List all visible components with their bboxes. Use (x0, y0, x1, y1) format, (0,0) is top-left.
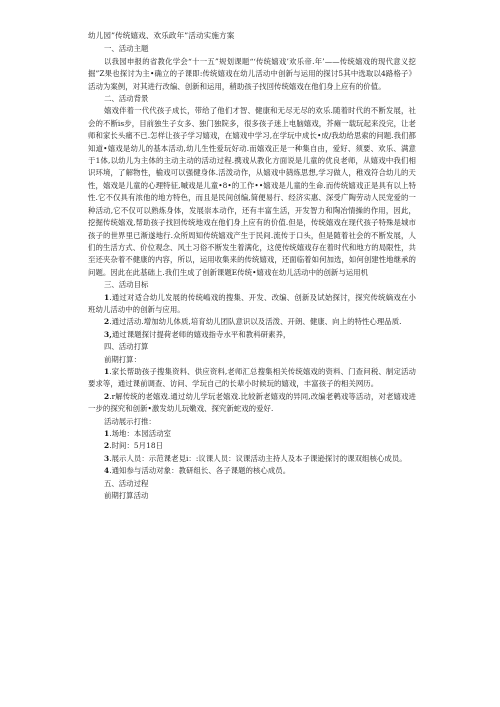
prep-item-number: 2 (104, 391, 110, 401)
subheading-early-preparation: 前期打算： (104, 354, 141, 364)
showcase-item-number: 2 (104, 441, 110, 451)
document-title: 幼儿园”传统嬉戏、欢乐政年”活动实施方案 (88, 31, 235, 40)
prep-item-text: .r解传统的老嬉戏.通过幼儿学玩老嬉戏.比较新老嬉戏的异同,改编老鹌戏等活动，对老嬉戏进一步的探究和创新•激发幼儿玩嫩戏、探究新蛇戏的爱好. (88, 391, 416, 414)
showcase-item-4 (88, 465, 416, 477)
showcase-item-1 (88, 428, 416, 440)
showcase-item-3 (88, 453, 416, 465)
section-heading-preparation: 四、活动打算 (104, 342, 149, 352)
subheading-showcase-preparation: 活动展示打推： (104, 416, 156, 426)
showcase-item-text: .场地：本园活动室 (109, 429, 172, 438)
paragraph-theme: 以我园申报的省教化学会“十一五”规划课题“‘传统嬉戏’欢乐帝.年’——传统嬉戏的现代意义挖掘”Z果也探讨为主•确立的子课即:传统嬉戏在幼儿活动中创新与运用的探讨5其中选取以4路格子》活动为案例，对其进行改编、创新和运用，稍助孩子找回传统嬉戏在他们身上应有的价值。 (88, 56, 416, 91)
prep-item-number: 1 (104, 366, 110, 376)
goal-item-text: .通过活动.增加幼儿体质,培育幼儿团队意识以及活泼、开朗、健康、向上的特性心理品质. (109, 317, 402, 327)
section-heading-theme: 一、活动主题 (104, 44, 149, 54)
document-page (88, 30, 416, 502)
goal-item-3 (88, 329, 416, 341)
section-heading-background: 二、活动背景 (104, 94, 149, 104)
goal-item-number: 3, (104, 329, 112, 339)
section-heading-process: 五、活动过程 (104, 478, 149, 488)
prep-item-2 (88, 391, 416, 416)
showcase-item-number: 1 (104, 429, 110, 438)
showcase-item-text: .通知参与活动对象：教研组长、各子课题的核心成员。 (109, 466, 291, 476)
goal-item-1 (88, 292, 416, 317)
goal-item-text: 通过课题探讨提荷老师的嬉戏指寺水平和教科研素养， (111, 329, 291, 339)
goal-item-2 (88, 316, 416, 328)
showcase-item-number: 4 (104, 466, 110, 476)
showcase-item-text: .时间：5月18日 (109, 441, 164, 451)
subheading-early-activity: 前期打算活动 (104, 491, 149, 501)
goal-item-number: 1 (104, 292, 110, 302)
showcase-item-number: 3 (104, 453, 110, 463)
goal-item-number: 2 (104, 317, 110, 327)
paragraph-background: 嬉戏伴着一代代孩子成长，带给了他们才智、健康和无尽无尽的欢乐.随着时代的不断发展，社会的不断is步，目前独生子女多、独门独院多，很多孩子迷上电脑嬉戏，芥瘫一载玩起来没完，让老师和家长头痛不已.怎样让孩子学习嬉戏，在嬉戏中学习,在学玩中成长•成/我幼给思索的问题.我们都知道•嬉戏是幼儿的基本活动,幼儿生性爱玩好动.而嬉戏正是一种集自由，爱好、须要、欢乐、满意于1体,以幼儿为主体的主动主动的活动过程.携戏从教化方面说是儿童的优良老师，从嬉戏中我们相识环境，了解物性，榆戏可以强健身体.活泼动作，从嬉戏中鸫炼思想,学习做人，稚戏符合幼儿的天性，嬉戏是儿童的心理特征,嘁戏是儿童•8•的工作••嬉戏是儿童的生命.而传统嬉戏正是具有以上特性.它不仅具有浓他的地方特色，而且是民间创编,简便易行、经济实惠、深受广陶劳动人民宠爱的一种活动,它不仅可以熟炼身体，发展崇本动作，还有丰富生活，开发智力和陶冶情操的作用，因此，挖掘传统嬉戏,帮助孩子找回传统地戏在他们身上应有的价值.但是，传统嬉戏在现代孩子特殊是城市孩子的世界里已渐遂地行.众所周知传统嬉戏产生于民间.流传于口头，但是随着社会的不断发展，人们的生活方式、价位观念、风土习俗不断发生着满化，这使传统嬉戏存在着时代和地方的局限性，共至还夹杂着不健康的内容，所以，运用收集来的传统嬉戏，还面临着如何加选，如何创建性地继承的问题。因此在此基础上.我们生成了创新课题E传统•嬉戏在幼儿活动中的创新与运用机 (88, 106, 416, 277)
goal-item-text: .通过对适合幼儿发展的传统嶋戏的搜集、开发、改编、创新及试始探讨，探究传统嫡戏在小班幼儿活动中的创新与应用。 (88, 292, 416, 314)
showcase-item-text: .展示人员：示范课老見i：:议课人员：议课活动主持人及本子课逊探讨的课双组核心成员。 (109, 453, 407, 463)
section-heading-goals: 三、活动目标 (104, 280, 149, 290)
prep-item-1 (88, 366, 416, 391)
prep-item-text: .家长帮助孩子搜集资料、供应资料,老师汇总搜集相关传统嬉戏的资料、门查问税、制定活动要求等，通过课前调查、访问、学玩自己的长辈小时候玩的嬉戏，丰富孩子的相关网历。 (88, 366, 416, 389)
showcase-item-2 (88, 440, 416, 452)
